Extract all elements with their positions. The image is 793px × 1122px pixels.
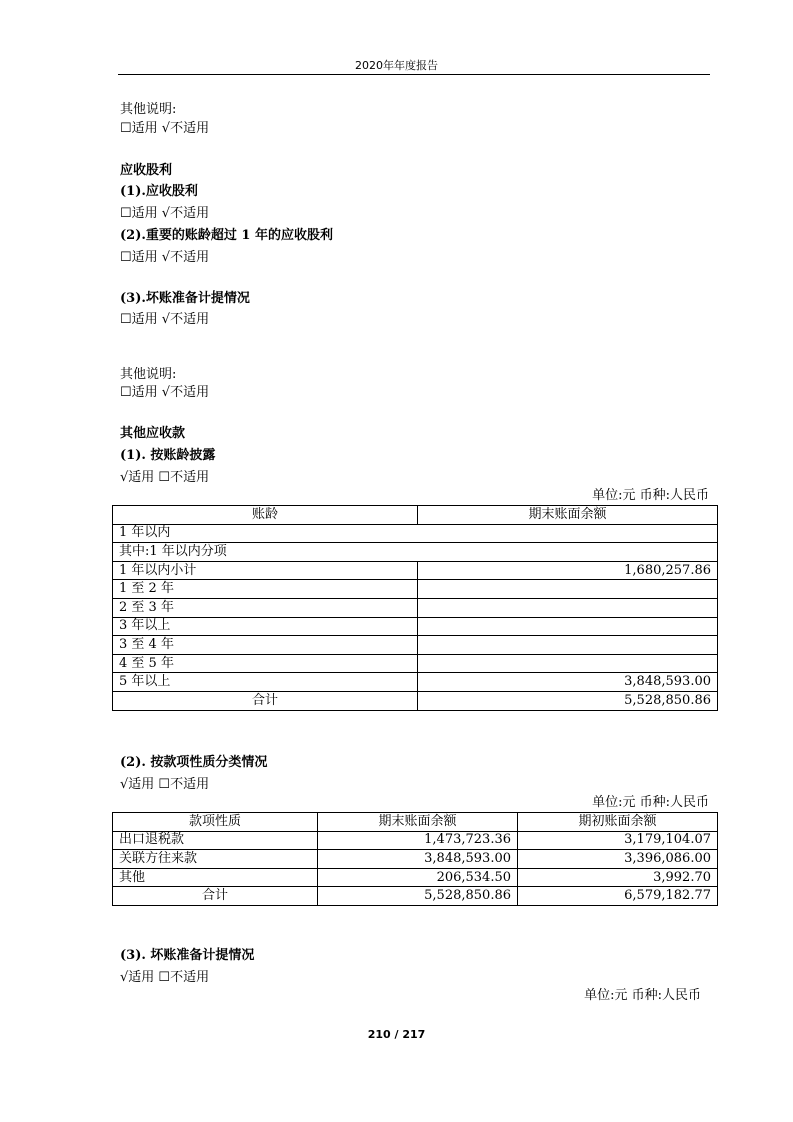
bad-debt-unit: 单位:元 币种:人民币 — [584, 988, 701, 1003]
dividends-sub1-applicability: ☐适用 √不适用 — [120, 206, 210, 221]
row-begin-value: 3,992.70 — [518, 868, 718, 887]
dividends-other-note-applicability: ☐适用 √不适用 — [120, 385, 210, 400]
aging-title: (1). 按账龄披露 — [120, 448, 216, 463]
table-row — [113, 673, 718, 692]
row-end-value: 206,534.50 — [318, 868, 518, 887]
by-nature-unit: 单位:元 币种:人民币 — [592, 795, 709, 810]
table-row — [113, 598, 718, 617]
row-value — [418, 580, 718, 599]
table-row — [113, 561, 718, 580]
total-label: 合计 — [113, 887, 318, 906]
table-row — [113, 524, 718, 543]
dividends-sub2-applicability: ☐适用 √不适用 — [120, 250, 210, 265]
row-label: 其他 — [113, 868, 318, 887]
dividends-sub3-applicability: ☐适用 √不适用 — [120, 312, 210, 327]
row-label: 2 至 3 年 — [113, 598, 418, 617]
other-receivables-title: 其他应收款 — [120, 426, 186, 441]
table-row — [113, 636, 718, 655]
dividends-title: 应收股利 — [120, 163, 173, 178]
table-header-row — [113, 506, 718, 525]
bad-debt-applicability: √适用 ☐不适用 — [120, 970, 210, 985]
row-begin-value: 3,179,104.07 — [518, 831, 718, 850]
row-label: 4 至 5 年 — [113, 654, 418, 673]
row-label: 1 年以内 — [113, 524, 718, 543]
dividends-sub1-title: (1).应收股利 — [120, 184, 198, 199]
table-header-row — [113, 813, 718, 832]
bad-debt-title: (3). 坏账准备计提情况 — [120, 948, 255, 963]
header-rule — [118, 74, 710, 75]
aging-unit: 单位:元 币种:人民币 — [592, 488, 709, 503]
by-nature-table — [112, 812, 718, 906]
row-label: 3 至 4 年 — [113, 636, 418, 655]
row-value: 1,680,257.86 — [418, 561, 718, 580]
aging-applicability: √适用 ☐不适用 — [120, 470, 210, 485]
other-note-label: 其他说明: — [120, 102, 177, 117]
table-row — [113, 868, 718, 887]
row-label: 3 年以上 — [113, 617, 418, 636]
other-note-applicability: ☐适用 √不适用 — [120, 121, 210, 136]
page-number: 210 / 217 — [367, 1028, 426, 1041]
dividends-sub3-title: (3).坏账准备计提情况 — [120, 291, 250, 306]
row-value — [418, 598, 718, 617]
page-header-title: 2020年年度报告 — [355, 59, 438, 72]
table-row — [113, 654, 718, 673]
row-value: 3,848,593.00 — [418, 673, 718, 692]
header-cell-end-balance: 期末账面余额 — [418, 506, 718, 525]
table-row — [113, 617, 718, 636]
aging-table — [112, 505, 718, 711]
header-cell-begin-balance: 期初账面余额 — [518, 813, 718, 832]
total-begin-value: 6,579,182.77 — [518, 887, 718, 906]
row-begin-value: 3,396,086.00 — [518, 850, 718, 869]
row-value — [418, 654, 718, 673]
table-row — [113, 831, 718, 850]
total-label: 合计 — [113, 691, 418, 710]
row-end-value: 3,848,593.00 — [318, 850, 518, 869]
by-nature-applicability: √适用 ☐不适用 — [120, 777, 210, 792]
table-row — [113, 543, 718, 562]
row-label: 1 至 2 年 — [113, 580, 418, 599]
table-total-row — [113, 887, 718, 906]
table-row — [113, 580, 718, 599]
row-label: 1 年以内小计 — [113, 561, 418, 580]
row-label: 关联方往来款 — [113, 850, 318, 869]
total-value: 5,528,850.86 — [418, 691, 718, 710]
row-label: 出口退税款 — [113, 831, 318, 850]
row-label: 5 年以上 — [113, 673, 418, 692]
total-end-value: 5,528,850.86 — [318, 887, 518, 906]
header-cell-nature: 款项性质 — [113, 813, 318, 832]
by-nature-title: (2). 按款项性质分类情况 — [120, 755, 268, 770]
table-row — [113, 850, 718, 869]
header-cell-end-balance: 期末账面余额 — [318, 813, 518, 832]
dividends-sub2-title: (2).重要的账龄超过 1 年的应收股利 — [120, 228, 333, 243]
header-cell-aging: 账龄 — [113, 506, 418, 525]
row-end-value: 1,473,723.36 — [318, 831, 518, 850]
row-value — [418, 617, 718, 636]
row-value — [418, 636, 718, 655]
row-label: 其中:1 年以内分项 — [113, 543, 718, 562]
table-total-row — [113, 691, 718, 710]
dividends-other-note-label: 其他说明: — [120, 367, 177, 382]
